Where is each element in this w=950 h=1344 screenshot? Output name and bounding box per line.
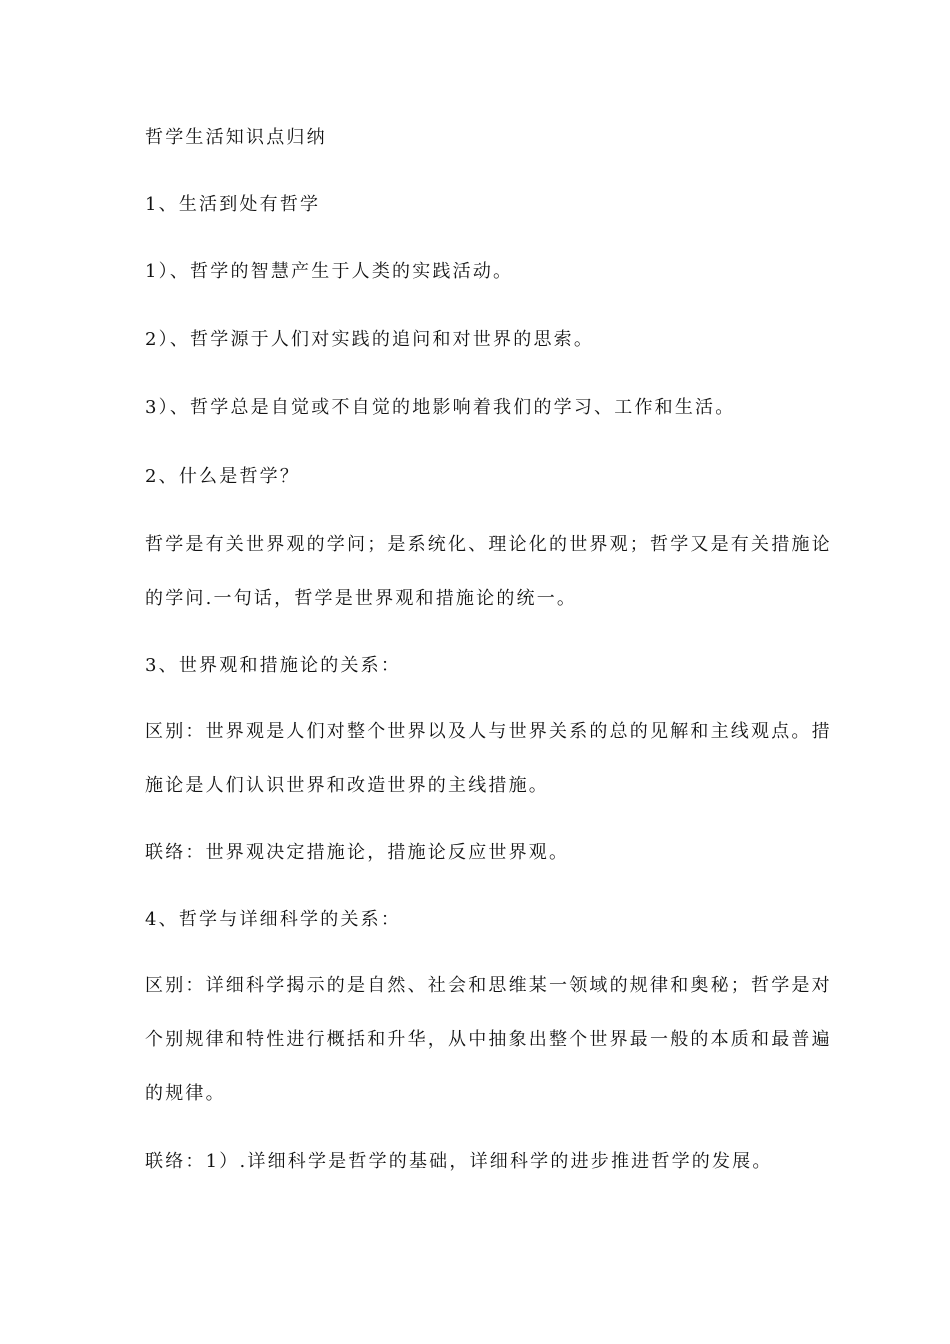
paragraph-line: 1）、哲学的智慧产生于人类的实践活动。 bbox=[145, 261, 514, 282]
paragraph-line: 联络：1）.详细科学是哲学的基础，详细科学的进步推进哲学的发展。 bbox=[145, 1151, 773, 1172]
document-title: 哲学生活知识点归纳 bbox=[145, 127, 327, 148]
section-heading-3: 3、世界观和措施论的关系： bbox=[145, 655, 402, 676]
paragraph-line: 3）、哲学总是自觉或不自觉的地影响着我们的学习、工作和生活。 bbox=[145, 397, 736, 418]
paragraph-line: 的规律。 bbox=[145, 1083, 226, 1104]
paragraph-line: 联络：世界观决定措施论，措施论反应世界观。 bbox=[145, 842, 570, 863]
section-heading-2: 2、什么是哲学？ bbox=[145, 466, 301, 487]
paragraph-line: 的学问.一句话，哲学是世界观和措施论的统一。 bbox=[145, 588, 578, 609]
section-heading-4: 4、哲学与详细科学的关系： bbox=[145, 909, 402, 930]
paragraph-line: 哲学是有关世界观的学问；是系统化、理论化的世界观；哲学又是有关措施论 bbox=[145, 534, 832, 555]
paragraph-line: 2）、哲学源于人们对实践的追问和对世界的思索。 bbox=[145, 329, 595, 350]
paragraph-line: 个别规律和特性进行概括和升华，从中抽象出整个世界最一般的本质和最普遍 bbox=[145, 1029, 832, 1050]
paragraph-line: 区别：世界观是人们对整个世界以及人与世界关系的总的见解和主线观点。措 bbox=[145, 721, 832, 742]
paragraph-line: 施论是人们认识世界和改造世界的主线措施。 bbox=[145, 775, 549, 796]
paragraph-line: 区别：详细科学揭示的是自然、社会和思维某一领域的规律和奥秘；哲学是对 bbox=[145, 975, 832, 996]
section-heading-1: 1、生活到处有哲学 bbox=[145, 194, 321, 215]
